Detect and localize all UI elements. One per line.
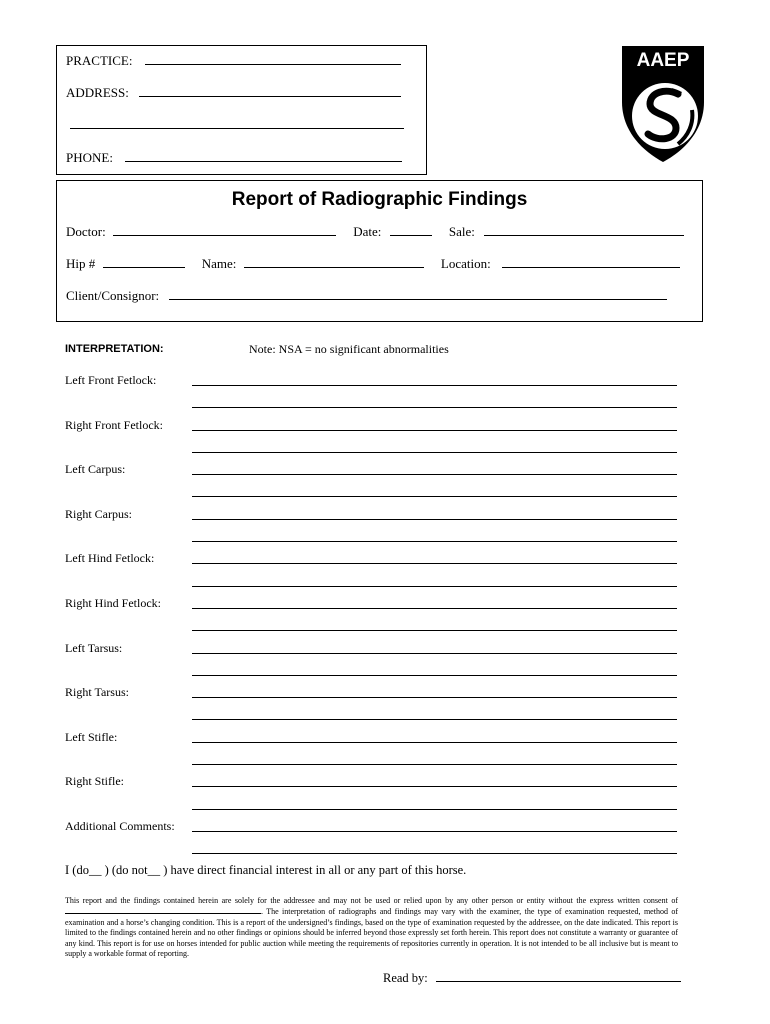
- consent-name-field[interactable]: [65, 906, 261, 914]
- disclaimer-text: [65, 896, 678, 959]
- date-label: Date:: [353, 224, 382, 239]
- answer-line[interactable]: [192, 430, 677, 431]
- disclaimer-part-1: This report and the findings contained herein are solely for the addressee and may not be used or relied upon by any other person or entity without the express written consent of: [65, 896, 678, 905]
- field-label: Right Hind Fetlock:: [65, 596, 161, 610]
- answer-line[interactable]: [192, 630, 677, 631]
- answer-line[interactable]: [192, 831, 677, 832]
- answer-line[interactable]: [192, 452, 677, 453]
- answer-line[interactable]: [192, 764, 677, 765]
- answer-line[interactable]: [192, 541, 677, 542]
- field-label: Left Carpus:: [65, 462, 126, 476]
- sale-label: Sale:: [448, 224, 475, 239]
- answer-line[interactable]: [192, 853, 677, 854]
- practice-field[interactable]: [145, 53, 401, 65]
- answer-line[interactable]: [192, 563, 677, 564]
- answer-line[interactable]: [192, 653, 677, 654]
- report-header-box: [56, 180, 703, 322]
- phone-row: [66, 150, 402, 166]
- doctor-label: Doctor:: [66, 224, 106, 239]
- client-row: [66, 288, 667, 304]
- name-label: Name:: [201, 256, 237, 271]
- disclaimer-part-2: . The interpretation of radiographs and findings may vary with the examiner, the type of examination requested, method of examination and a horse’s changing condition. This is a report of the undersigned’s findings, based on the type of examination requested by the addressee, on the date indicated. This report is limited to the findings contained herein and no other findings or opinions should be inferred beyond those expressly set forth herein. This report does not constitute a warranty or guarantee of any kind. This report is for use on horses intended for public auction while meeting the requirements of repositories currently in operation. It is not intended to be all inclusive but is meant to supply a workable format of reporting.: [65, 907, 678, 959]
- hip-row: [66, 256, 680, 272]
- aaep-shield-icon: [620, 44, 706, 164]
- practice-row: [66, 53, 401, 69]
- address-row: [66, 85, 401, 101]
- aaep-logo: [620, 44, 706, 164]
- field-label: Right Front Fetlock:: [65, 418, 164, 432]
- horse-name-field[interactable]: [244, 256, 424, 268]
- field-label: Left Hind Fetlock:: [65, 551, 155, 565]
- doctor-field[interactable]: [113, 224, 336, 236]
- answer-line[interactable]: [192, 407, 677, 408]
- address-field[interactable]: [139, 85, 401, 97]
- nsa-note: Note: NSA = no significant abnormalities: [249, 342, 449, 356]
- client-field[interactable]: [169, 288, 667, 300]
- location-label: Location:: [440, 256, 491, 271]
- practice-label: PRACTICE:: [66, 53, 133, 68]
- financial-interest-statement: I (do__ ) (do not__ ) have direct financial interest in all or any part of this horse.: [65, 863, 467, 877]
- hip-field[interactable]: [103, 256, 185, 268]
- answer-line[interactable]: [192, 697, 677, 698]
- field-label: Additional Comments:: [65, 819, 175, 833]
- field-label: Right Stifle:: [65, 774, 125, 788]
- answer-line[interactable]: [192, 719, 677, 720]
- address-row-2: [66, 117, 404, 133]
- location-field[interactable]: [502, 256, 680, 268]
- answer-line[interactable]: [192, 608, 677, 609]
- answer-line[interactable]: [192, 786, 677, 787]
- address-field-2[interactable]: [70, 117, 404, 129]
- address-label: ADDRESS:: [66, 85, 129, 100]
- answer-line[interactable]: [192, 742, 677, 743]
- report-title: Report of Radiographic Findings: [231, 189, 528, 210]
- date-field[interactable]: [390, 224, 432, 236]
- practice-info-box: [56, 45, 427, 175]
- logo-text: AAEP: [636, 50, 690, 71]
- answer-line[interactable]: [192, 385, 677, 386]
- read-by-signature-field[interactable]: [436, 970, 681, 982]
- field-label: Left Stifle:: [65, 730, 118, 744]
- doctor-row: [66, 224, 684, 240]
- phone-field[interactable]: [125, 150, 402, 162]
- sale-field[interactable]: [484, 224, 684, 236]
- hip-label: Hip #: [66, 256, 96, 271]
- read-by-label: Read by:: [383, 971, 428, 985]
- interpretation-heading: INTERPRETATION:: [65, 343, 164, 355]
- field-label: Left Tarsus:: [65, 641, 123, 655]
- answer-line[interactable]: [192, 586, 677, 587]
- answer-line[interactable]: [192, 519, 677, 520]
- answer-line[interactable]: [192, 809, 677, 810]
- answer-line[interactable]: [192, 496, 677, 497]
- field-label: Right Tarsus:: [65, 685, 129, 699]
- read-by-row: [383, 970, 681, 986]
- client-label: Client/Consignor:: [66, 288, 160, 303]
- answer-line[interactable]: [192, 474, 677, 475]
- phone-label: PHONE:: [66, 150, 113, 165]
- field-label: Left Front Fetlock:: [65, 373, 157, 387]
- answer-line[interactable]: [192, 675, 677, 676]
- field-label: Right Carpus:: [65, 507, 133, 521]
